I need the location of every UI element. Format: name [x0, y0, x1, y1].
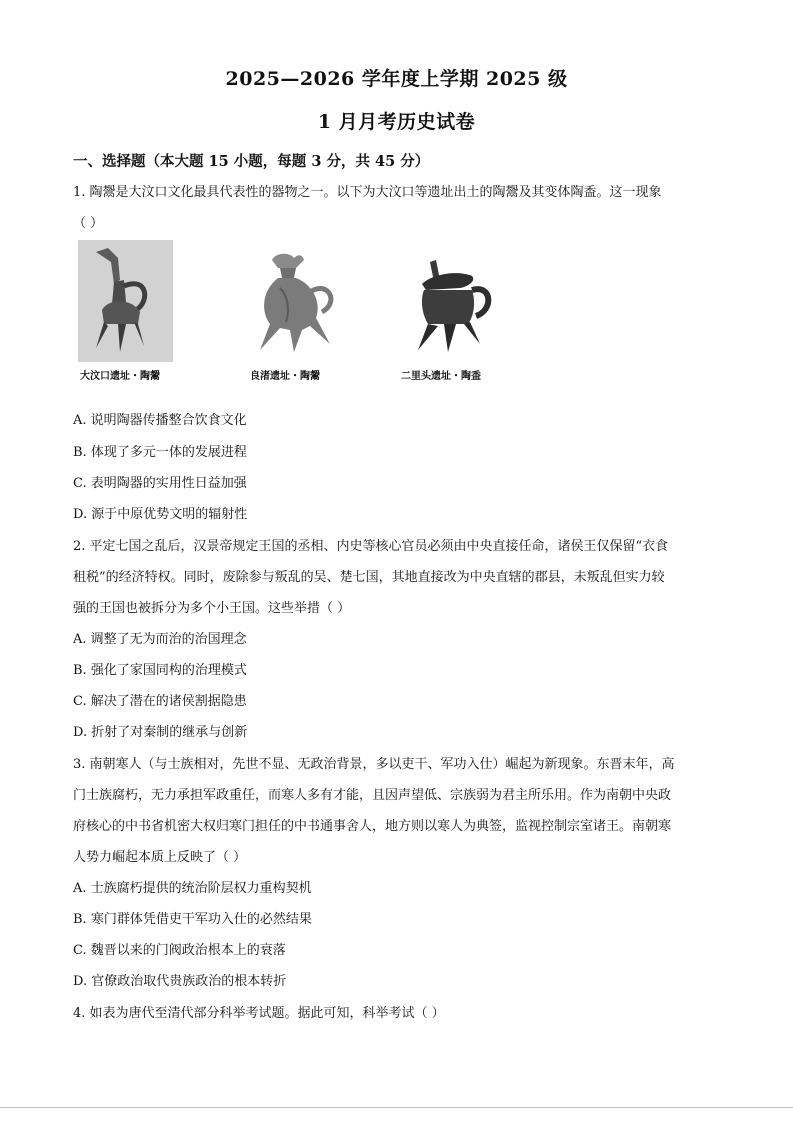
figure-caption: 良渚遗址・陶鬶 — [250, 371, 320, 382]
option-a: A. 调整了无为而治的治国理念 — [73, 632, 247, 647]
option-d: D. 官僚政治取代贵族政治的根本转折 — [73, 974, 287, 989]
pottery-he-icon — [410, 240, 510, 362]
page-bottom-rule — [0, 1107, 793, 1108]
question-stem-line: 3. 南朝寒人（与士族相对，先世不显、无政治背景，多以吏干、军功入仕）崛起为新现象。东晋末年，高 — [73, 757, 675, 772]
exam-subtitle: 1 月月考历史试卷 — [317, 111, 476, 133]
question-stem-line: 府核心的中书省机密大权归寒门担任的中书通事舍人，地方则以寒人为典签，监视控制宗室诸王。南朝寒 — [73, 819, 672, 834]
option-b: B. 寒门群体凭借吏干军功入仕的必然结果 — [73, 912, 312, 927]
option-b: B. 体现了多元一体的发展进程 — [73, 445, 247, 460]
figure-dawenkou — [78, 240, 173, 380]
option-c: C. 表明陶器的实用性日益加强 — [73, 476, 247, 491]
question-stem-line: 租税”的经济特权。同时，废除参与叛乱的吴、楚七国，其地直接改为中央直辖的郡县，未叛乱但实力较 — [73, 570, 665, 585]
question-stem-line: 门士族腐朽，无力承担军政重任，而寒人多有才能，且因声望低、宗族弱为君主所乐用。作为南朝中央政 — [73, 788, 672, 803]
figure-caption: 大汶口遗址・陶鬶 — [80, 371, 160, 382]
figure-liangzhu — [250, 240, 350, 380]
question-stem-line: 4. 如表为唐代至清代部分科举考试题。据此可知，科举考试（ ） — [73, 1006, 445, 1021]
exam-title: 2025—2026 学年度上学期 2025 级 — [225, 68, 568, 90]
pottery-gui-icon — [78, 240, 173, 362]
question-stem-line: 强的王国也被拆分为多个小王国。这些举措（ ） — [73, 601, 351, 616]
section-heading: 一、选择题（本大题 15 小题，每题 3 分，共 45 分） — [73, 153, 430, 170]
figure-erlitou — [410, 240, 510, 380]
option-d: D. 源于中原优势文明的辐射性 — [73, 507, 248, 522]
figure-caption: 二里头遗址・陶盉 — [401, 371, 481, 382]
question-answer-paren: （ ） — [73, 216, 104, 231]
option-a: A. 士族腐朽提供的统治阶层权力重构契机 — [73, 881, 312, 896]
option-b: B. 强化了家国同构的治理模式 — [73, 663, 247, 678]
option-c: C. 魏晋以来的门阀政治根本上的衰落 — [73, 943, 286, 958]
option-c: C. 解决了潜在的诸侯割据隐患 — [73, 694, 247, 709]
option-a: A. 说明陶器传播整合饮食文化 — [73, 413, 247, 428]
option-d: D. 折射了对秦制的继承与创新 — [73, 725, 248, 740]
question-stem-line: 2. 平定七国之乱后，汉景帝规定王国的丞相、内史等核心官员必须由中央直接任命，诸侯王仅保留“衣食 — [73, 539, 669, 554]
pottery-gui-icon — [250, 240, 350, 362]
question-stem-line: 1. 陶鬶是大汶口文化最具代表性的器物之一。以下为大汶口等遗址出土的陶鬶及其变体陶盉。这一现象 — [73, 185, 662, 200]
question-stem-line: 人势力崛起本质上反映了（ ） — [73, 850, 247, 865]
